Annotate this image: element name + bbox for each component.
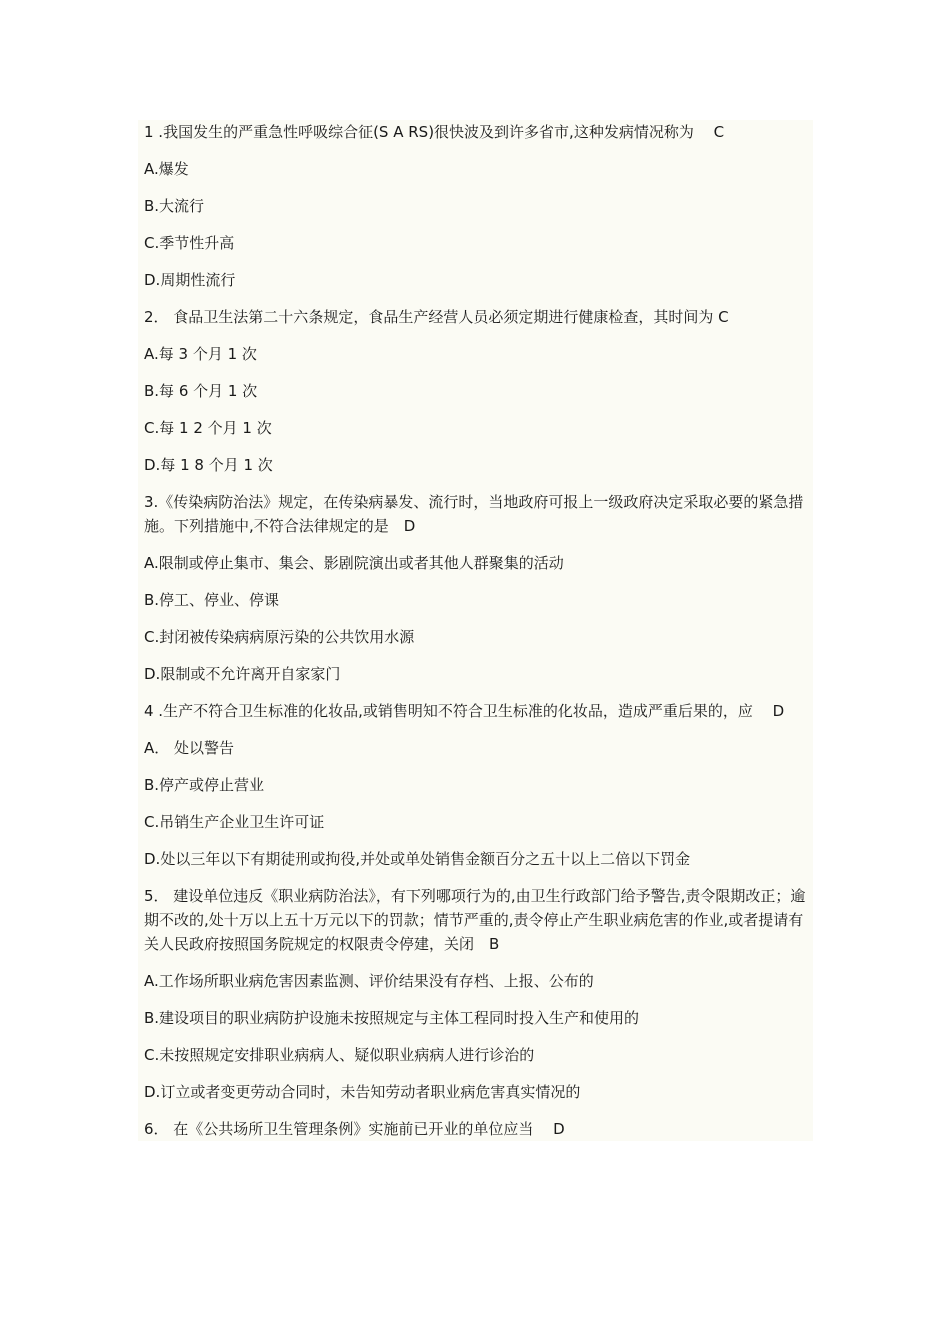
option-1b: B.大流行 [144,197,205,215]
option-3c: C.封闭被传染病病原污染的公共饮用水源 [144,628,415,646]
option-5a: A.工作场所职业病危害因素监测、评价结果没有存档、上报、公布的 [144,972,594,990]
option-4b: B.停产或停止营业 [144,776,265,794]
option-1c: C.季节性升高 [144,234,235,252]
option-3d: D.限制或不允许离开自家家门 [144,665,341,683]
option-2a: A.每 3 个月 1 次 [144,345,257,363]
option-2b: B.每 6 个月 1 次 [144,382,258,400]
option-1a: A.爆发 [144,160,189,178]
option-4a: A． 处以警告 [144,739,235,757]
question-stem-4: 4 .生产不符合卫生标准的化妆品,或销售明知不符合卫生标准的化妆品，造成严重后果的，应 D [144,702,785,720]
question-stem-2: 2． 食品卫生法第二十六条规定，食品生产经营人员必须定期进行健康检查，其时间为 C [144,308,729,326]
option-2d: D.每 1 8 个月 1 次 [144,456,273,474]
question-stem-6: 6． 在《公共场所卫生管理条例》实施前已开业的单位应当 D [144,1120,565,1138]
option-3a: A.限制或停止集市、集会、影剧院演出或者其他人群聚集的活动 [144,554,564,572]
option-1d: D.周期性流行 [144,271,236,289]
question-stem-3: 3.《传染病防治法》规定，在传染病暴发、流行时，当地政府可报上一级政府决定采取必要的紧急措施。下列措施中,不符合法律规定的是 D [144,493,804,535]
option-5d: D.订立或者变更劳动合同时，未告知劳动者职业病危害真实情况的 [144,1083,581,1101]
exam-questions [138,120,813,1141]
option-5b: B.建设项目的职业病防护设施未按照规定与主体工程同时投入生产和使用的 [144,1009,640,1027]
option-5c: C.未按照规定安排职业病病人、疑似职业病病人进行诊治的 [144,1046,535,1064]
option-4d: D.处以三年以下有期徒刑或拘役,并处或单处销售金额百分之五十以上二倍以下罚金 [144,850,691,868]
option-4c: C.吊销生产企业卫生许可证 [144,813,325,831]
option-2c: C.每 1 2 个月 1 次 [144,419,272,437]
question-stem-5: 5． 建设单位违反《职业病防治法》，有下列哪项行为的,由卫生行政部门给予警告,责令限期改正；逾期不改的,处十万以上五十万元以下的罚款；情节严重的,责令停止产生职业病危害的作业,或者提请有关人民政府按照国务院规定的权限责令停建，关闭 B [144,887,806,953]
question-stem-1: 1 .我国发生的严重急性呼吸综合征(S A RS)很快波及到许多省市,这种发病情况称为 C [144,123,725,141]
option-3b: B.停工、停业、停课 [144,591,280,609]
